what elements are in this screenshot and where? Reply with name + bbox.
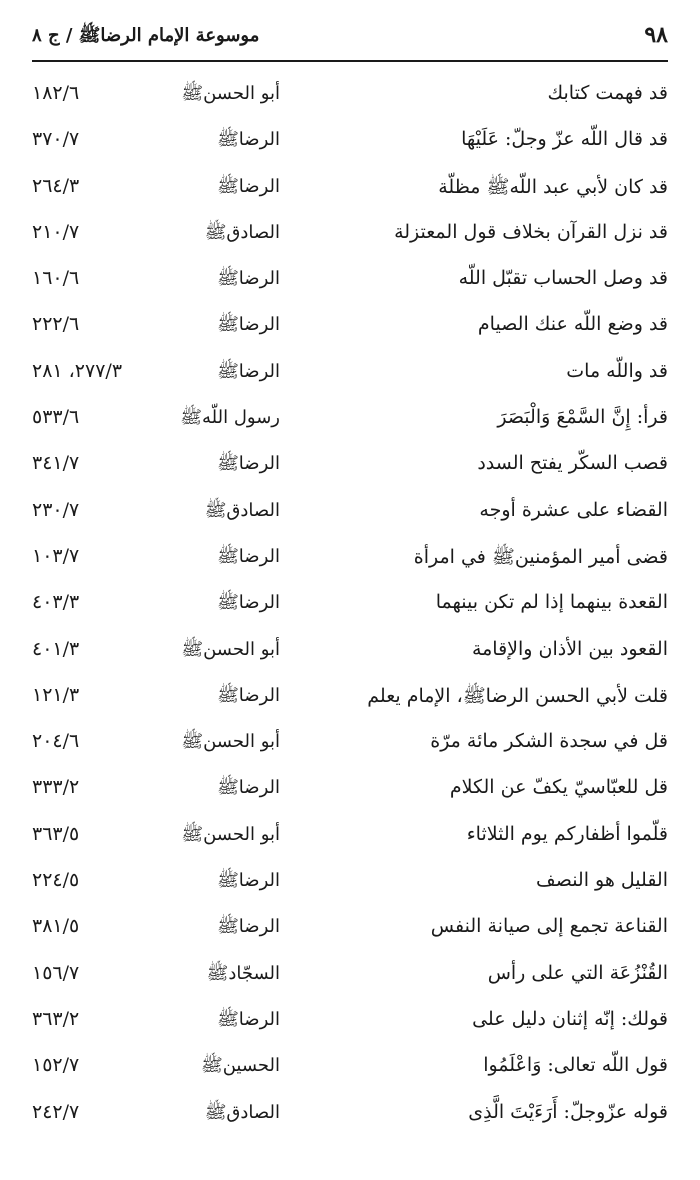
entry-reference: ٢٢٤/٥ [32, 869, 80, 892]
index-entry [32, 72, 668, 118]
page-number: ٩٨ [644, 22, 668, 48]
entry-speaker: الرضاﷺ [217, 777, 280, 799]
index-entry [32, 581, 668, 627]
entry-text: قل للعبّاسيّ يكفّ عن الكلام [449, 776, 668, 799]
index-entry [32, 720, 668, 766]
index-list [32, 72, 668, 1137]
page-header [32, 22, 668, 62]
index-entry [32, 998, 668, 1044]
entry-text: قضى أمير المؤمنينﷺ في امرأة [413, 545, 668, 568]
entry-speaker: الصادقﷺ [204, 221, 280, 243]
header-divider [32, 60, 668, 62]
entry-speaker: أبو الحسنﷺ [181, 638, 280, 660]
entry-speaker: الرضاﷺ [217, 592, 280, 614]
entry-text: القناعة تجمع إلى صيانة النفس [430, 915, 668, 938]
entry-reference: ٢١٠/٧ [32, 220, 80, 243]
entry-reference: ٣٣٣/٢ [32, 776, 80, 799]
index-entry [32, 257, 668, 303]
entry-reference: ٥٣٣/٦ [32, 406, 80, 429]
entry-text: القليل هو النصف [536, 869, 668, 892]
entry-reference: ١٥٦/٧ [32, 961, 80, 984]
entry-speaker: رسول اللّهﷺ [180, 407, 280, 429]
entry-speaker: الرضاﷺ [217, 1008, 280, 1030]
index-entry [32, 303, 668, 349]
index-entry [32, 535, 668, 581]
entry-speaker: أبو الحسنﷺ [181, 83, 280, 104]
index-entry [32, 813, 668, 859]
entry-speaker: أبو الحسنﷺ [181, 823, 280, 845]
index-entry [32, 118, 668, 164]
entry-reference: ٢٢٢/٦ [32, 313, 80, 336]
entry-text: قصب السكّر يفتح السدد [477, 452, 668, 475]
entry-speaker: الرضاﷺ [217, 360, 280, 382]
entry-text: قد وضع اللّه عنك الصيام [477, 313, 668, 336]
index-entry [32, 350, 668, 396]
index-entry [32, 442, 668, 488]
index-entry [32, 396, 668, 442]
entry-reference: ١٠٣/٧ [32, 544, 80, 567]
entry-text: قد واللّه مات [566, 359, 668, 382]
index-entry [32, 859, 668, 905]
index-entry [32, 1091, 668, 1137]
entry-reference: ٤٠٣/٣ [32, 591, 80, 614]
entry-text: قد وصل الحساب تقبّل اللّه [458, 267, 668, 290]
entry-text: قولك: إنّه إثنان دليل على [472, 1007, 668, 1030]
entry-reference: ٣٤١/٧ [32, 452, 80, 475]
entry-speaker: الصادقﷺ [204, 499, 280, 521]
entry-text: قد كان لأبي عبد اللّهﷺ مظلّة [438, 175, 668, 198]
entry-reference: ١٦٠/٦ [32, 267, 80, 290]
entry-speaker: أبو الحسنﷺ [181, 731, 280, 753]
entry-speaker: الرضاﷺ [217, 870, 280, 892]
entry-speaker: الرضاﷺ [217, 175, 280, 197]
entry-reference: ٢٦٤/٣ [32, 174, 80, 197]
entry-speaker: الصادقﷺ [204, 1101, 280, 1123]
entry-speaker: الرضاﷺ [217, 545, 280, 567]
index-entry [32, 489, 668, 535]
index-entry [32, 674, 668, 720]
index-entry [32, 905, 668, 951]
entry-speaker: الحسينﷺ [200, 1055, 280, 1077]
entry-text: قوله عزّوجلّ: أَرَءَيْتَ الَّذِى [468, 1100, 668, 1123]
index-entry [32, 952, 668, 998]
index-entry [32, 628, 668, 674]
entry-speaker: الرضاﷺ [217, 916, 280, 938]
index-entry [32, 766, 668, 812]
entry-text: قد قال اللّه عزّ وجلّ: عَلَيْهَا [461, 128, 668, 151]
entry-text: القعود بين الأذان والإقامة [471, 637, 668, 660]
entry-reference: ١٢١/٣ [32, 683, 80, 706]
entry-speaker: السجّادﷺ [206, 962, 280, 984]
entry-reference: ٣٨١/٥ [32, 915, 80, 938]
entry-reference: ٢٤٢/٧ [32, 1100, 80, 1123]
entry-reference: ١٨٢/٦ [32, 82, 80, 104]
entry-speaker: الرضاﷺ [217, 129, 280, 151]
running-title: موسوعة الإمام الرضاﷺ / ج ٨ [32, 25, 260, 46]
entry-reference: ٢٧٧/٣، ٢٨١ [32, 359, 123, 382]
entry-speaker: الرضاﷺ [217, 684, 280, 706]
entry-reference: ٣٦٣/٥ [32, 822, 80, 845]
index-entry [32, 165, 668, 211]
entry-text: قل في سجدة الشكر مائة مرّة [430, 730, 668, 753]
entry-reference: ٢٠٤/٦ [32, 730, 80, 753]
entry-reference: ٢٣٠/٧ [32, 498, 80, 521]
entry-text: قرأ: إِنَّ السَّمْعَ وَالْبَصَرَ [497, 406, 668, 429]
entry-text: القضاء على عشرة أوجه [479, 498, 668, 521]
entry-reference: ٤٠١/٣ [32, 637, 80, 660]
entry-reference: ٣٧٠/٧ [32, 128, 80, 151]
entry-text: قول اللّه تعالى: وَاعْلَمُوا [483, 1054, 668, 1077]
entry-reference: ٣٦٣/٢ [32, 1007, 80, 1030]
index-entry [32, 1044, 668, 1090]
index-entry [32, 211, 668, 257]
entry-speaker: الرضاﷺ [217, 314, 280, 336]
entry-text: قد فهمت كتابك [547, 82, 668, 104]
entry-reference: ١٥٢/٧ [32, 1054, 80, 1077]
entry-text: قلّموا أظفاركم يوم الثلاثاء [466, 822, 668, 845]
entry-speaker: الرضاﷺ [217, 268, 280, 290]
entry-text: القُنْزُعَة التي على رأس [487, 961, 668, 984]
entry-text: القعدة بينهما إذا لم تكن بينهما [435, 591, 668, 614]
entry-text: قلت لأبي الحسن الرضاﷺ، الإمام يعلم [367, 684, 668, 707]
entry-speaker: الرضاﷺ [217, 453, 280, 475]
entry-text: قد نزل القرآن بخلاف قول المعتزلة [394, 220, 668, 243]
